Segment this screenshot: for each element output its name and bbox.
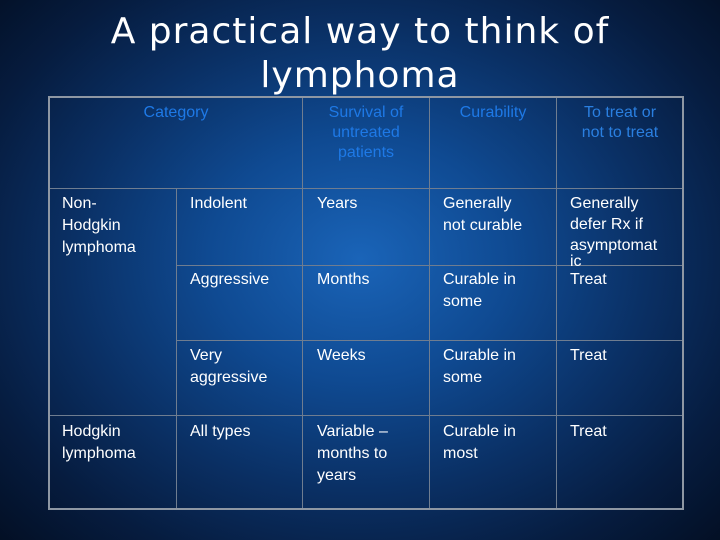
row-aggressive-survival-label: Months xyxy=(317,271,370,288)
col-divider-3 xyxy=(429,98,430,508)
row-all-types-curability-line-1: Curable in xyxy=(443,423,516,440)
row-aggressive-curability xyxy=(443,269,555,313)
col-divider-4 xyxy=(556,98,557,508)
row-indolent-treat xyxy=(570,193,682,268)
row-indolent-curability-line-1: Generally xyxy=(443,195,512,212)
row-very-aggressive-curability-line-1: Curable in xyxy=(443,347,516,364)
group-nhl-line-3: lymphoma xyxy=(62,239,136,256)
row-very-aggressive-type-line-2: aggressive xyxy=(190,369,268,386)
row-aggressive-treat xyxy=(570,269,682,291)
row-indolent-treat-line-4: ic xyxy=(570,253,582,270)
header-treat-line-2: not to treat xyxy=(581,124,659,141)
row-aggressive-curability-line-1: Curable in xyxy=(443,271,516,288)
col-divider-1 xyxy=(176,188,177,508)
row-divider-3 xyxy=(50,415,682,416)
row-very-aggressive-curability-line-2: some xyxy=(443,369,483,386)
row-indolent-treat-line-1: Generally xyxy=(570,195,639,212)
row-all-types-treat-label: Treat xyxy=(570,423,607,440)
row-very-aggressive-type-line-1: Very xyxy=(190,347,223,364)
slide-title-line-1: A practical way to think of xyxy=(110,11,610,52)
row-indolent-type-label: Indolent xyxy=(190,195,247,212)
header-survival xyxy=(304,103,428,163)
row-all-types-survival-line-3: years xyxy=(317,467,357,484)
row-indolent-curability-line-2: not curable xyxy=(443,217,523,234)
row-indolent-type xyxy=(190,193,300,215)
header-treat-line-1: To treat or xyxy=(583,104,657,121)
row-all-types-survival-line-2: months to xyxy=(317,445,388,462)
header-divider xyxy=(50,188,682,189)
header-survival-line-1: Survival of xyxy=(328,104,404,121)
row-very-aggressive-curability xyxy=(443,345,555,389)
row-indolent-curability xyxy=(443,193,555,237)
row-very-aggressive-treat-label: Treat xyxy=(570,347,607,364)
col-divider-2 xyxy=(302,98,303,508)
group-nhl-line-2: Hodgkin xyxy=(62,217,121,234)
header-category-label: Category xyxy=(143,104,209,121)
row-aggressive-type-label: Aggressive xyxy=(190,271,270,288)
header-survival-line-2: untreated xyxy=(332,124,400,141)
group-hl-line-1: Hodgkin xyxy=(62,423,121,440)
header-treat xyxy=(558,103,682,143)
row-very-aggressive-survival-label: Weeks xyxy=(317,347,366,364)
row-aggressive-type xyxy=(190,269,300,291)
row-very-aggressive-treat xyxy=(570,345,682,367)
row-all-types-curability-line-2: most xyxy=(443,445,478,462)
group-hodgkin-lymphoma xyxy=(62,421,174,465)
row-indolent-survival-label: Years xyxy=(317,195,358,212)
group-non-hodgkin-lymphoma xyxy=(62,193,174,259)
row-all-types-curability xyxy=(443,421,555,465)
row-very-aggressive-survival xyxy=(317,345,427,367)
row-all-types-survival-line-1: Variable – xyxy=(317,423,388,440)
header-curability xyxy=(431,103,555,123)
row-all-types-type xyxy=(190,421,300,443)
header-curability-label: Curability xyxy=(459,104,527,121)
header-survival-line-3: patients xyxy=(337,144,395,161)
slide-title-line-2: lymphoma xyxy=(260,55,460,96)
header-category xyxy=(52,103,300,123)
row-all-types-type-label: All types xyxy=(190,423,251,440)
group-hl-line-2: lymphoma xyxy=(62,445,136,462)
row-very-aggressive-type xyxy=(190,345,300,389)
row-indolent-treat-line-3: asymptomat xyxy=(570,237,658,254)
row-all-types-survival xyxy=(317,421,427,487)
row-all-types-treat xyxy=(570,421,682,443)
group-nhl-line-1: Non- xyxy=(62,195,97,212)
slide-title xyxy=(60,10,660,98)
row-aggressive-curability-line-2: some xyxy=(443,293,483,310)
row-aggressive-survival xyxy=(317,269,427,291)
row-indolent-treat-line-2: defer Rx if xyxy=(570,216,643,233)
row-indolent-survival xyxy=(317,193,427,215)
row-aggressive-treat-label: Treat xyxy=(570,271,607,288)
